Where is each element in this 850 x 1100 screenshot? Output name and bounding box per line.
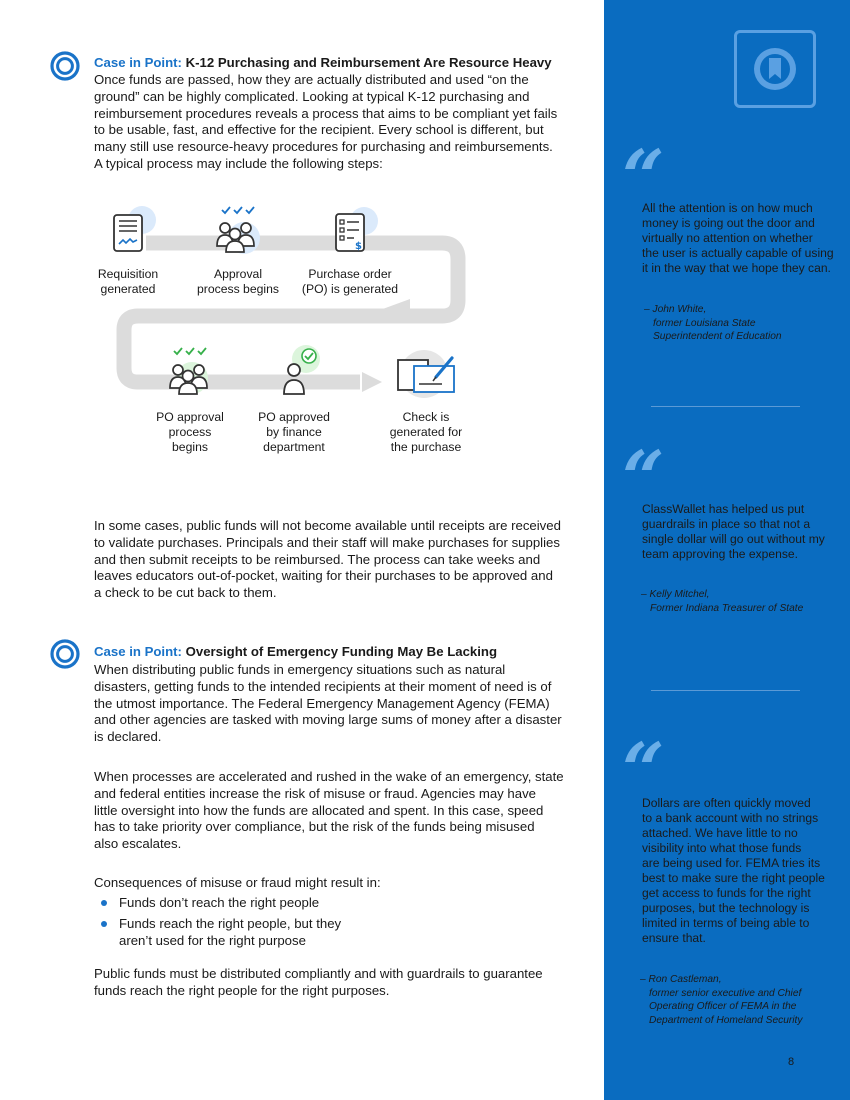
text-line: leaves educators out-of-pocket, waiting for their purchases to be approved and xyxy=(94,568,553,584)
sidebar-quote-2 xyxy=(642,502,838,562)
step-label-line: the purchase xyxy=(390,440,462,454)
purchase-order-icon xyxy=(330,204,382,254)
quote-line: guardrails in place so that not a xyxy=(642,517,811,531)
text-line: funds reach the right people for the right purposes. xyxy=(94,982,390,998)
step-label-purchase-order xyxy=(285,267,415,297)
sidebar-quote-1-attribution xyxy=(644,303,782,344)
section1-heading xyxy=(94,55,552,71)
step-label-line: by finance xyxy=(266,425,322,439)
case-in-point-target-icon xyxy=(50,639,80,669)
step-label-line: process xyxy=(168,425,212,439)
check-signing-icon xyxy=(390,348,460,400)
quote-line: to a bank account with no strings xyxy=(642,811,819,825)
quote-mark-icon: “ xyxy=(622,436,665,522)
section1-after-paragraph xyxy=(94,518,580,602)
section1-intro xyxy=(94,72,580,173)
step-label-finance-approved xyxy=(229,410,359,455)
text-line: little oversight into how the funds are allocated and spent. In this case, speed xyxy=(94,802,544,818)
text-line: aren’t used for the right purpose xyxy=(119,933,306,948)
text-line: a check to be cut back to them. xyxy=(94,585,277,601)
step-label-line: Requisition xyxy=(97,267,159,281)
section2-heading xyxy=(94,644,497,660)
quote-line: money is going out the door and xyxy=(642,216,815,230)
text-line: Funds reach the right people, but they xyxy=(119,916,342,931)
text-line: to be usable, fast, and effective for the recipient. Every school is different, but xyxy=(94,122,544,138)
sidebar-quote-3 xyxy=(642,796,838,946)
text-line: has to take priority over compliance, but the risk of the funds being misused xyxy=(94,819,535,835)
section2-paragraph-1 xyxy=(94,662,580,746)
attribution-line: Superintendent of Education xyxy=(653,331,782,342)
page-number: 8 xyxy=(788,1056,795,1068)
text-line: disasters, getting funds to the intended recipients at their moment of need is of xyxy=(94,678,552,694)
sidebar-quote-3-attribution xyxy=(640,973,802,1027)
quote-line: team approving the expense. xyxy=(642,547,798,561)
list-item xyxy=(94,915,574,949)
attribution-line: Department of Homeland Security xyxy=(649,1014,803,1026)
consequences-intro: Consequences of misuse or fraud might result in: xyxy=(94,875,381,890)
quote-line: attached. We have little to no xyxy=(642,826,798,840)
section1-title: K-12 Purchasing and Reimbursement Are Resource Heavy xyxy=(185,55,552,70)
text-line: many still use resource-heavy procedures for purchasing and reimbursements. xyxy=(94,139,553,155)
text-line: A typical process may include the following steps: xyxy=(94,155,383,171)
section2-closing xyxy=(94,966,580,1000)
attribution-line: Operating Officer of FEMA in the xyxy=(649,1001,797,1012)
consequences-list xyxy=(94,894,574,953)
quote-line: ClassWallet has helped us put xyxy=(642,502,805,516)
text-line: When distributing public funds in emergency situations such as natural xyxy=(94,662,506,677)
section2-title: Oversight of Emergency Funding May Be Lacking xyxy=(185,644,498,659)
quote-line: limited in terms of being able to xyxy=(642,916,810,930)
step-label-line: department xyxy=(263,440,325,454)
quote-divider xyxy=(651,406,800,407)
quote-line: All the attention is on how much xyxy=(642,201,813,215)
purchasing-process-diagram xyxy=(0,190,604,470)
approval-group-icon xyxy=(208,204,268,256)
text-line: ground” can be highly complicated. Looking at typical K-12 purchasing and xyxy=(94,88,530,104)
step-label-line: process begins xyxy=(197,282,279,296)
case-in-point-target-icon xyxy=(50,51,80,81)
attribution-line: former senior executive and Chief xyxy=(649,987,802,999)
bookmark-logo-icon xyxy=(734,30,816,108)
finance-approved-person-icon xyxy=(276,342,326,398)
quote-line: are being used for. FEMA tries its xyxy=(642,856,821,870)
text-line: to validate purchases. Principals and their staff will make purchases for supplies xyxy=(94,534,560,550)
list-item xyxy=(94,894,574,911)
attribution-line: – Kelly Mitchel, xyxy=(641,589,710,600)
text-line: also escalates. xyxy=(94,836,182,852)
attribution-line: – John White, xyxy=(644,304,707,315)
quote-line: virtually no attention on whether xyxy=(642,231,813,245)
po-approval-group-icon xyxy=(162,344,222,398)
text-line: Funds don’t reach the right people xyxy=(119,895,320,910)
section2-lead: Case in Point: xyxy=(94,644,182,659)
sidebar-quote-2-attribution xyxy=(641,588,803,615)
text-line: and federal entities increase the risk of misuse or fraud. Agencies may have xyxy=(94,785,537,801)
text-line: is declared. xyxy=(94,729,162,745)
quote-line: single dollar will go out without my xyxy=(642,532,825,546)
quote-line: Dollars are often quickly moved xyxy=(642,796,811,810)
quote-line: get access to funds for the right xyxy=(642,886,811,900)
step-label-line: (PO) is generated xyxy=(301,282,399,296)
quote-line: best to make sure the right people xyxy=(642,871,825,885)
step-label-line: Check is xyxy=(402,410,450,424)
step-label-approval xyxy=(173,267,303,297)
section2-paragraph-2 xyxy=(94,769,580,853)
text-line: Once funds are passed, how they are actually distributed and used “on the xyxy=(94,72,529,87)
step-label-check-generated xyxy=(361,410,491,455)
step-label-line: Purchase order xyxy=(308,267,392,281)
requisition-document-icon xyxy=(108,204,158,254)
text-line: and then submit receipts to be reimbursed. The process can take weeks and xyxy=(94,551,541,567)
quote-line: the user is actually capable of using xyxy=(642,246,834,260)
text-line: the utmost importance. The Federal Emergency Management Agency (FEMA) xyxy=(94,695,550,711)
sidebar-quote-1 xyxy=(642,201,838,276)
step-label-line: begins xyxy=(172,440,208,454)
quote-line: ensure that. xyxy=(642,931,706,945)
quote-line: it in the way that we hope they can. xyxy=(642,261,831,275)
text-line: Public funds must be distributed compliantly and with guardrails to guarantee xyxy=(94,966,543,981)
text-line: and other agencies are tasked with moving large sums of money after a disaster xyxy=(94,712,562,728)
attribution-line: – Ron Castleman, xyxy=(640,974,722,985)
quote-divider xyxy=(651,690,800,691)
attribution-line: Former Indiana Treasurer of State xyxy=(650,602,804,614)
text-line: When processes are accelerated and rushed in the wake of an emergency, state xyxy=(94,769,564,784)
section1-lead: Case in Point: xyxy=(94,55,182,70)
step-label-line: PO approved xyxy=(258,410,330,424)
text-line: reimbursement procedures reveals a process that aims to be compliant yet fails xyxy=(94,105,558,121)
text-line: In some cases, public funds will not become available until receipts are received xyxy=(94,518,561,533)
step-label-line: generated for xyxy=(389,425,463,439)
quote-line: visibility into what those funds xyxy=(642,841,802,855)
svg-text:$: $ xyxy=(355,241,362,252)
quote-mark-icon: “ xyxy=(622,728,665,814)
step-label-line: Approval xyxy=(213,267,263,281)
step-label-line: PO approval xyxy=(156,410,224,424)
attribution-line: former Louisiana State xyxy=(653,317,756,329)
quote-mark-icon: “ xyxy=(622,135,665,221)
step-label-line: generated xyxy=(100,282,156,296)
quote-line: purposes, but the technology is xyxy=(642,901,810,915)
